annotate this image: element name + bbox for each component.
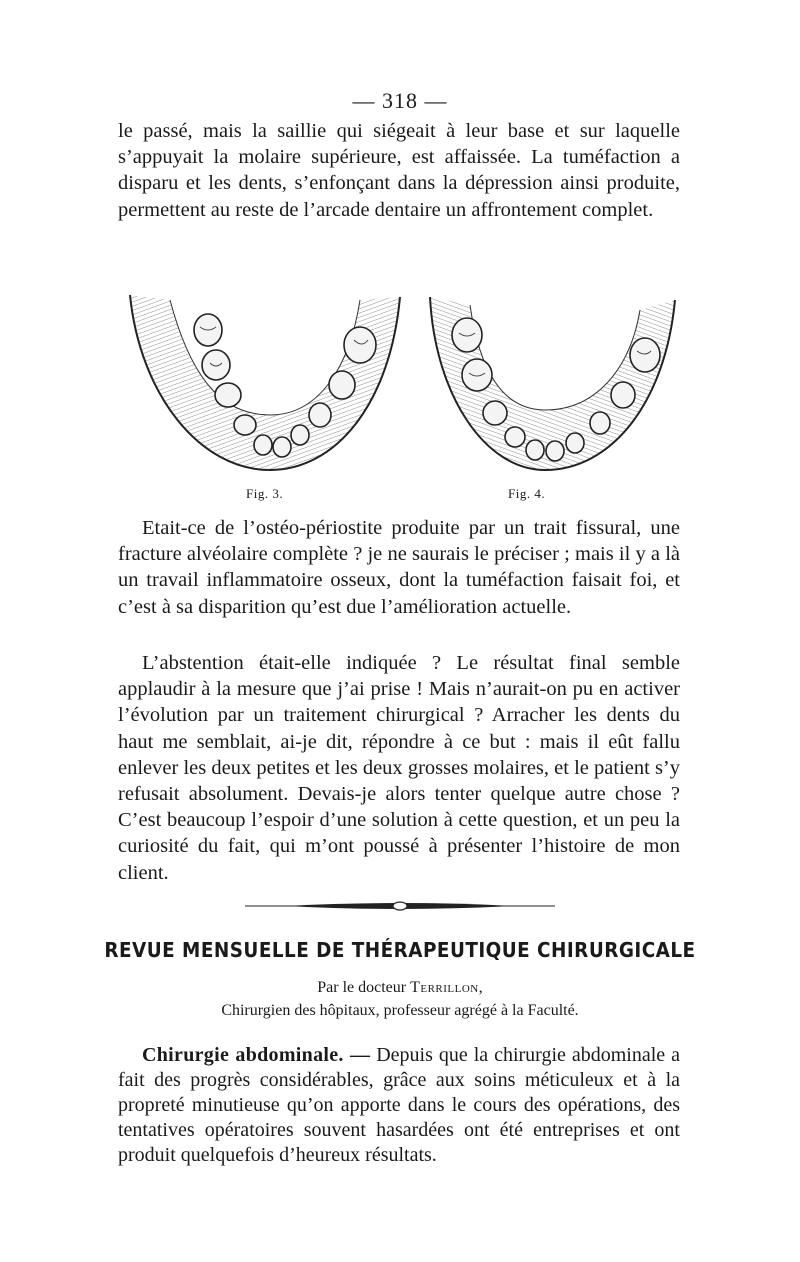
- author-affiliation: Chirurgien des hôpitaux, professeur agrégé à la Faculté.: [221, 1002, 579, 1019]
- run-in-heading: Chirurgie abdominale. —: [142, 1044, 371, 1066]
- section-title: REVUE MENSUELLE DE THÉRAPEUTIQUE CHIRURGICALE: [104, 938, 696, 962]
- figure-3-caption: Fig. 3.: [246, 486, 284, 501]
- paragraph-body: Depuis que la chirurgie abdominale a fait des progrès considérables, grâce aux soins méticuleux et à la propreté minutieuse qu’on apporte dans le cours des opérations, des tentatives opératoires souvent hasardées ont été entreprises et ont produit quelquefois d’heureux résultats.: [118, 1044, 680, 1166]
- paragraph-continued: le passé, mais la saillie qui siégeait à leur base et sur laquelle s’appuyait la molaire supérieure, est affaissée. La tuméfaction a disparu et les dents, s’enfonçant dans la dépression ainsi produite, permettent au reste de l’arcade dentaire un affrontement complet.: [118, 120, 680, 221]
- paragraph: Etait-ce de l’ostéo-périostite produite par un trait fissural, une fracture alvéolaire complète ? je ne saurais le préciser ; mais il y a là un travail inflammatoire osseux, dont la tuméfaction faisait foi, et c’est à sa disparition qu’est due l’amélioration actuelle.: [118, 517, 680, 618]
- byline-suffix: ,: [478, 979, 483, 996]
- paragraph-abdominal-surgery: [118, 1043, 680, 1168]
- author-name: Terrillon: [410, 979, 479, 996]
- author-byline: [0, 979, 800, 997]
- page-number: — 318 —: [352, 88, 448, 113]
- figure-4-dental-arch-illustration: [395, 285, 685, 480]
- figure-4-caption: Fig. 4.: [508, 486, 546, 501]
- byline-prefix: Par le docteur: [317, 979, 411, 996]
- figure-3-dental-arch-illustration: [120, 285, 410, 480]
- section-divider-ornament: [245, 900, 555, 912]
- paragraph: L’abstention était-elle indiquée ? Le résultat final semble applaudir à la mesure que j’ai prise ! Mais n’aurait-on pu en activer l’évolution par un traitement chirurgical ? Arracher les dents du haut me semblait, ai-je dit, répondre à ce but : mais il eût fallu enlever les deux petites et les deux grosses molaires, et le patient s’y refusait absolument. Devais-je alors tenter quelque autre chose ? C’est beaucoup l’espoir d’une solution à cette question, et un peu la curiosité du fait, qui m’ont poussé à présenter l’histoire de mon client.: [118, 652, 680, 884]
